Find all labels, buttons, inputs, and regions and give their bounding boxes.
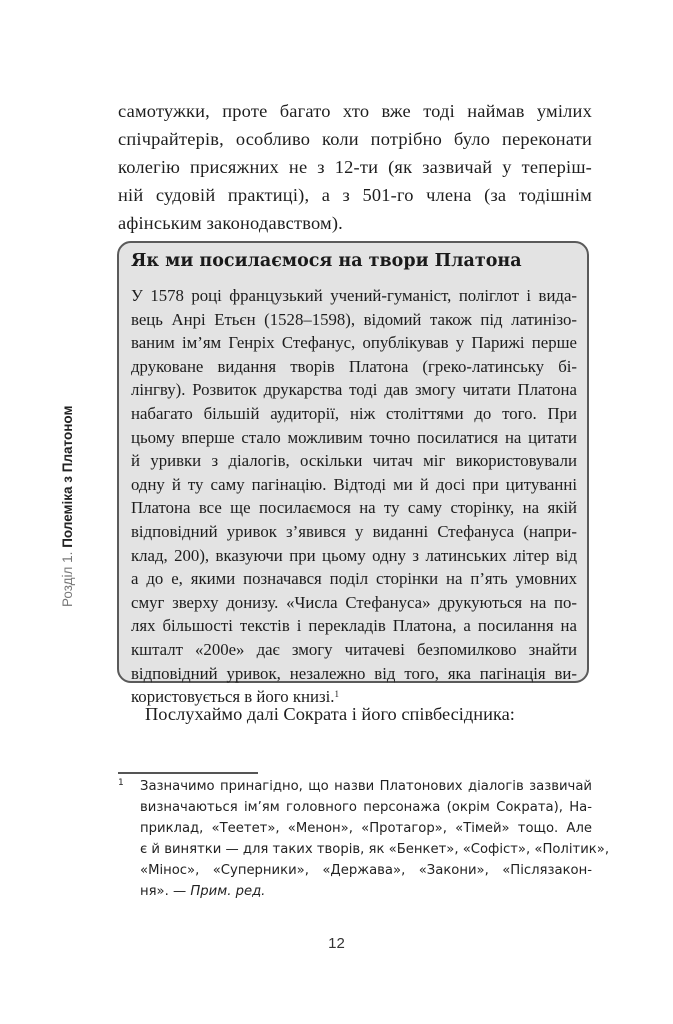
box-line: ваним ім’ям Генріх Стефанус, опублікував у Парижі перше: [131, 333, 577, 353]
box-line: Платона все ще посилаємося на ту саму сторінку, на якій: [131, 498, 577, 518]
box-line: лях більшості текстів і перекладів Платона, а посилання на: [131, 616, 577, 636]
page-number: 12: [328, 935, 345, 952]
text-line: колегію присяжних не з 12-ти (як зазвичай у теперіш-: [118, 157, 592, 177]
box-line: друковане видання творів Платона (греко-латинську бі-: [131, 356, 577, 376]
running-header: [60, 406, 75, 607]
footnote-last-text: ня». —: [140, 884, 191, 899]
sidebar-box: [117, 241, 589, 707]
box-line: вець Анрі Етьєн (1528–1598), відомий також під латинізо-: [131, 309, 577, 329]
footnote-line: визначаються ім’ям головного персонажа (окрім Сократа), На-: [140, 800, 592, 815]
text-line: афінським законодавством).: [118, 213, 343, 233]
box-line: цьому вперше стало можливим точно посилатися на цитати: [131, 427, 577, 447]
box-line: й уривки з діалогів, оскільки читач міг використовували: [131, 451, 577, 471]
box-line: лінгву). Розвиток друкарства тоді дав змогу читати Платона: [131, 380, 577, 400]
box-line: відповідний уривок з’явився у виданні Стефануса (напри-: [131, 521, 577, 541]
box-line: одну й ту саму пагінацію. Відтоді ми й досі при цитуванні: [131, 474, 577, 494]
box-line: смуг зверху донизу. «Числа Стефануса» друкуються на по-: [131, 592, 577, 612]
footnote-body: [140, 776, 610, 902]
after-box-paragraph: Послухаймо далі Сократа і його співбесідника:: [145, 704, 515, 724]
footnote-line: приклад, «Теетет», «Менон», «Протагор», «Тімей» тощо. Але: [140, 821, 592, 836]
box-line-text: користовується в його книзі.: [131, 687, 335, 707]
main-paragraph: [118, 97, 592, 237]
chapter-title: Полеміка з Платоном: [60, 405, 75, 548]
box-line: відповідний уривок, незалежно від того, яка пагінація ви-: [131, 663, 577, 683]
box-line: клад, 200), вказуючи при цьому одну з латинських літер від: [131, 545, 577, 565]
footnote-marker: 1: [118, 778, 124, 788]
footnote: [118, 776, 610, 902]
box-line: кшталт «200е» дає змогу читачеві безпомилково знайти: [131, 639, 577, 659]
editor-note: Прим. ред.: [190, 884, 266, 899]
box-line: У 1578 році французький учений-гуманіст, поліглот і вида-: [131, 286, 577, 305]
box-line: а до е, якими позначався поділ сторінки на п’ять умовних: [131, 569, 577, 589]
box-line: набагато більшій аудиторії, ніж століттями до того. При: [131, 403, 577, 423]
box-title: Як ми посилаємося на твори Платона: [131, 251, 522, 271]
footnote-line: є й винятки — для таких творів, як «Бенкет», «Софіст», «Політик»,: [140, 842, 610, 857]
chapter-prefix: Розділ 1.: [60, 551, 75, 607]
footnote-line: Зазначимо принагідно, що назви Платонових діалогів зазвичай: [140, 779, 592, 794]
footnote-divider: [118, 772, 258, 774]
box-body: [131, 284, 577, 709]
footnote-reference[interactable]: 1: [334, 689, 339, 700]
text-line: самотужки, проте багато хто вже тоді наймав умілих: [118, 101, 592, 121]
text-line: спічрайтерів, особливо коли потрібно було переконати: [118, 129, 592, 149]
footnote-line-last: [140, 881, 592, 902]
footnote-line: «Мінос», «Суперники», «Держава», «Закони», «Післязакон-: [140, 863, 592, 878]
text-line: ній судовій практиці), а з 501-го члена (за тодішнім: [118, 185, 592, 205]
